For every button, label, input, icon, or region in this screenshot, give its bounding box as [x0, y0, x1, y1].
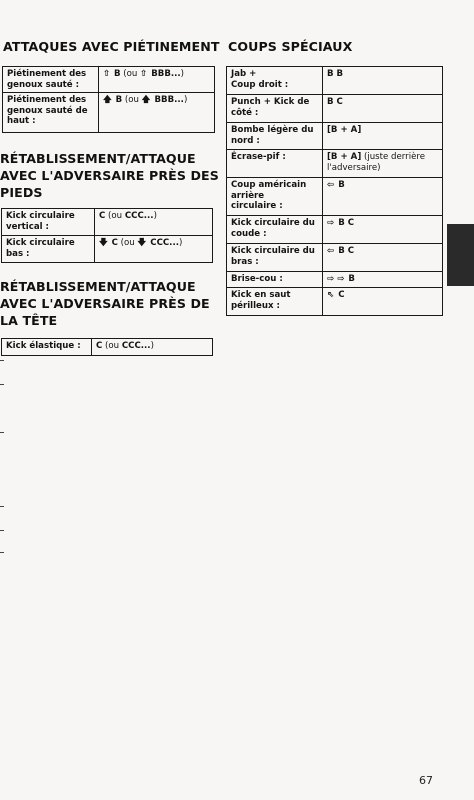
- move-input: B C: [323, 95, 443, 123]
- table-row: [2, 236, 213, 263]
- edge-mark: [0, 360, 4, 361]
- arrow-down-solid-icon: 🡇: [99, 238, 108, 248]
- move-name: Kick circulaire du bras :: [227, 244, 323, 272]
- arrow-left-outline-icon: ⇦: [327, 246, 335, 256]
- move-input: ⇧ B (ou ⇧ BBB...): [99, 67, 215, 93]
- edge-mark: [0, 384, 4, 385]
- edge-mark: [0, 552, 4, 553]
- table-row: [227, 150, 443, 178]
- move-input: ⇦ B: [323, 178, 443, 216]
- arrow-left-outline-icon: ⇦: [327, 180, 335, 190]
- page-number: 67: [419, 774, 433, 787]
- move-name: Brise-cou :: [227, 272, 323, 288]
- move-input: B B: [323, 67, 443, 95]
- heading-attaques-pietinement: ATTAQUES AVEC PIÉTINEMENT: [3, 39, 220, 54]
- move-name: Kick circulaire vertical :: [2, 209, 95, 236]
- table-row: [227, 67, 443, 95]
- move-name: Punch + Kick de côté :: [227, 95, 323, 123]
- table-row: [3, 67, 215, 93]
- table-row: [227, 216, 443, 244]
- arrow-up-solid-icon: 🡅: [103, 95, 112, 105]
- move-input: 🡅 B (ou 🡅 BBB...): [99, 93, 215, 133]
- heading-pres-des-pieds: RÉTABLISSEMENT/ATTAQUE AVEC L'ADVERSAIRE PRÈS DES PIEDS: [0, 151, 219, 200]
- move-input: ⇨ B C: [323, 216, 443, 244]
- move-name: Kick élastique :: [2, 339, 92, 356]
- edge-mark: [0, 432, 4, 433]
- edge-mark: [0, 530, 4, 531]
- move-input: ⇨ ⇨ B: [323, 272, 443, 288]
- arrow-up-outline-icon: ⇧: [140, 69, 148, 79]
- table-row: [227, 244, 443, 272]
- move-input: C (ou CCC...): [92, 339, 213, 356]
- table-row: [227, 178, 443, 216]
- move-name: Bombe légère du nord :: [227, 123, 323, 150]
- move-input: [B + A] (juste derrière l'adversaire): [323, 150, 443, 178]
- move-name: Écrase-pif :: [227, 150, 323, 178]
- coups-speciaux-table: [226, 66, 443, 316]
- heading-pres-de-la-tete: RÉTABLISSEMENT/ATTAQUE AVEC L'ADVERSAIRE PRÈS DE LA TÊTE: [0, 279, 210, 328]
- attaques-table: [2, 66, 215, 133]
- move-input: ⇦ B C: [323, 244, 443, 272]
- heading-coups-speciaux: COUPS SPÉCIAUX: [228, 39, 353, 54]
- table-row: [227, 123, 443, 150]
- arrow-right-outline-icon: ⇨: [327, 218, 335, 228]
- arrow-down-solid-icon: 🡇: [137, 238, 147, 248]
- pres-des-pieds-table: [1, 208, 213, 263]
- move-name: Kick circulaire bas :: [2, 236, 95, 263]
- arrow-up-left-outline-icon: ⇖: [327, 290, 335, 300]
- move-input: 🡇 C (ou 🡇 CCC...): [95, 236, 213, 263]
- table-row: [227, 288, 443, 316]
- arrow-up-outline-icon: ⇧: [103, 69, 111, 79]
- move-input: [B + A]: [323, 123, 443, 150]
- move-name: Jab + Coup droit :: [227, 67, 323, 95]
- move-name: Kick circulaire du coude :: [227, 216, 323, 244]
- move-name: Piétinement des genoux sauté :: [3, 67, 99, 93]
- move-input: ⇖ C: [323, 288, 443, 316]
- table-row: [2, 339, 213, 356]
- table-row: [227, 95, 443, 123]
- move-input: C (ou CCC...): [95, 209, 213, 236]
- chapter-side-tab: [447, 224, 474, 286]
- pres-de-la-tete-table: [1, 338, 213, 356]
- move-name: Piétinement des genoux sauté de haut :: [3, 93, 99, 133]
- move-name: Kick en saut périlleux :: [227, 288, 323, 316]
- table-row: [2, 209, 213, 236]
- table-row: [3, 93, 215, 133]
- move-name: Coup américain arrière circulaire :: [227, 178, 323, 216]
- arrow-right-outline-icon: ⇨ ⇨: [327, 274, 345, 284]
- edge-mark: [0, 506, 4, 507]
- arrow-up-solid-icon: 🡅: [141, 95, 151, 105]
- table-row: [227, 272, 443, 288]
